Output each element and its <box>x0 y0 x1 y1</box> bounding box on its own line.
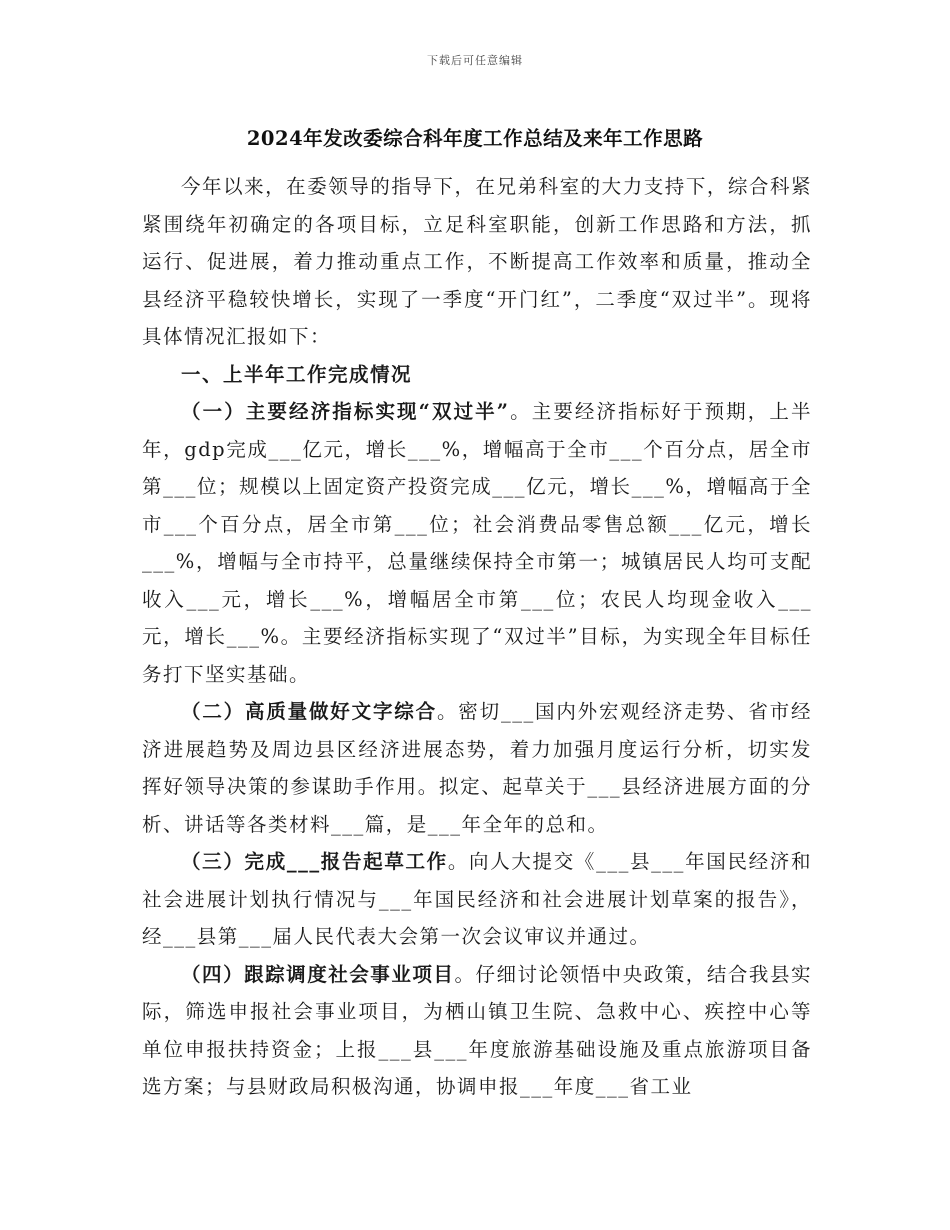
item-body: 。主要经济指标好于预期，上半年，gdp完成___亿元，增长___%，增幅高于全市___个百分点，居全市第___位；规模以上固定资产投资完成___亿元，增长___%，增幅高于全市___个百分点，居全市第___位；社会消费品零售总额___亿元，增长___%，增幅与全市持平，总量继续保持全市第一；城镇居民人均可支配收入___元，增长___%，增幅居全市第___位；农民人均现金收入___元，增长___%。主要经济指标实现了“双过半”目标，为实现全年目标任务打下坚实基础。 <box>142 400 812 686</box>
document-body <box>142 168 812 1106</box>
item-lead: （二）高质量做好文字综合 <box>181 700 437 723</box>
item-paragraph-2 <box>142 693 812 843</box>
item-lead: （四）跟踪调度社会事业项目 <box>181 962 455 986</box>
intro-paragraph: 今年以来，在委领导的指导下，在兄弟科室的大力支持下，综合科紧紧围绕年初确定的各项目标，立足科室职能，创新工作思路和方法，抓运行、促进展，着力推动重点工作，不断提高工作效率和质量，推动全县经济平稳较快增长，实现了一季度“开门红”，二季度“双过半”。现将具体情况汇报如下： <box>142 175 812 348</box>
header-note: 下载后可任意编辑 <box>427 54 523 67</box>
item-body: 。向人大提交《___县___年国民经济和社会进展计划执行情况与___年国民经济和社会进展计划草案的报告》，经___县第___届人民代表大会第一次会议审议并通过。 <box>142 850 812 948</box>
item-paragraph-4 <box>142 956 812 1106</box>
item-lead: （三）完成___报告起草工作 <box>181 850 448 873</box>
item-paragraph-1 <box>142 393 812 693</box>
item-body: 。仔细讨论领悟中央政策，结合我县实际，筛选申报社会事业项目，为栖山镇卫生院、急救中心、疾控中心等单位申报扶持资金；上报___县___年度旅游基础设施及重点旅游项目备选方案；与县财政局积极沟通，协调申报___年度___省工业 <box>142 962 812 1098</box>
item-lead: （一）主要经济指标实现“双过半” <box>181 400 510 423</box>
section-heading: 一、上半年工作完成情况 <box>181 362 413 386</box>
item-paragraph-3 <box>142 843 812 956</box>
item-body: 。密切___国内外宏观经济走势、省市经济进展趋势及周边县区经济进展态势，着力加强月度运行分析，切实发挥好领导决策的参谋助手作用。拟定、起草关于___县经济进展方面的分析、讲话等各类材料___篇，是___年全年的总和。 <box>142 700 812 836</box>
document-title: 2024年发改委综合科年度工作总结及来年工作思路 <box>246 127 704 150</box>
